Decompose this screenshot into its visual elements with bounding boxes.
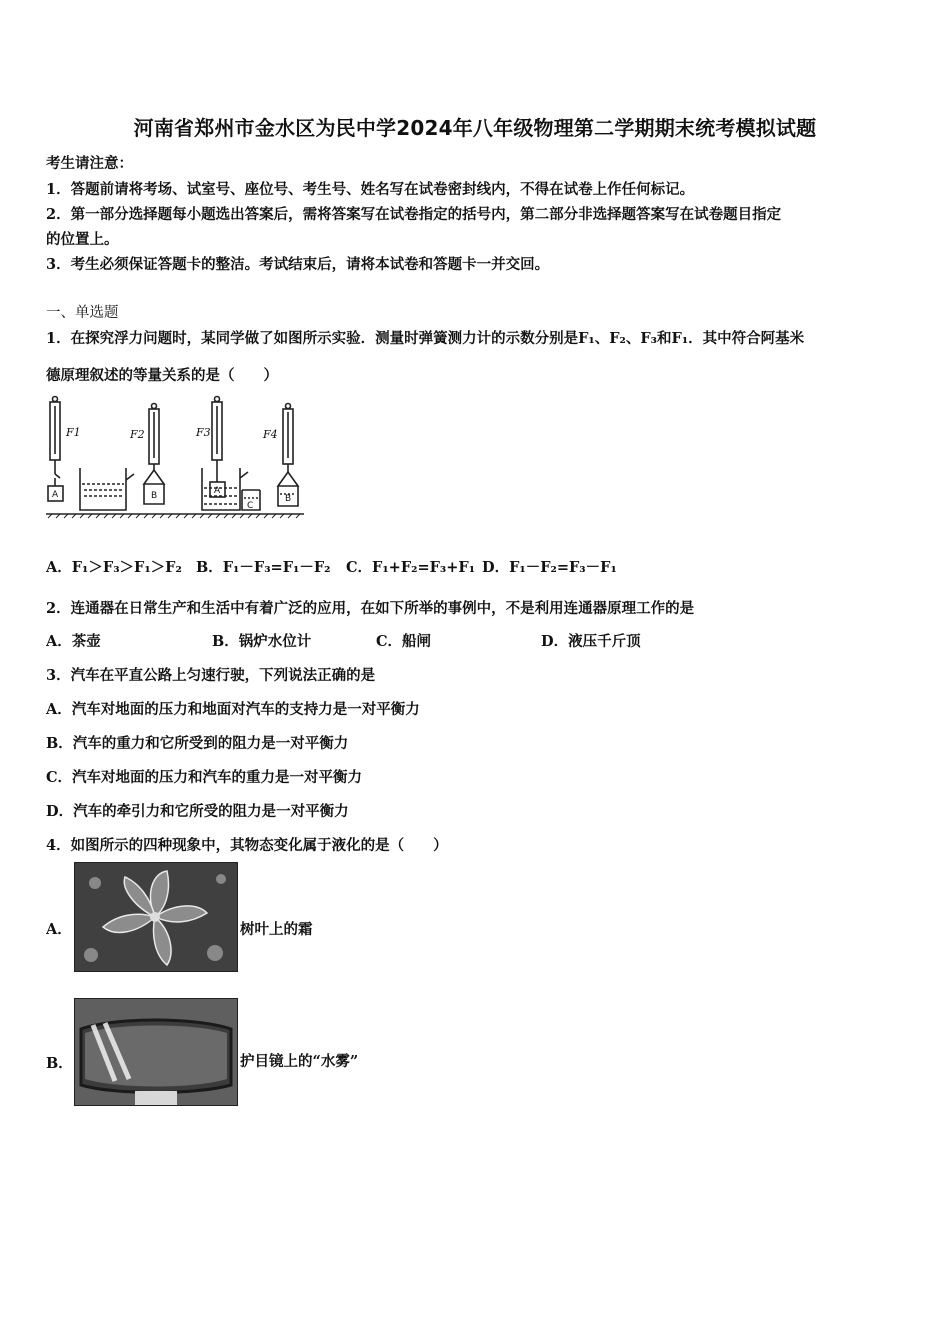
fig-label-f4: F4: [263, 428, 278, 441]
q1-option-a: A．F₁＞F₃＞F₁＞F₂: [46, 559, 182, 576]
fig-label-f1: F1: [66, 426, 81, 439]
q1-option-b: B．F₁－F₃=F₁－F₂: [196, 559, 331, 576]
fig-block-a2: A: [214, 486, 221, 496]
q4-option-a-letter: A．: [46, 921, 72, 938]
q2-stem: 2．连通器在日常生产和生活中有着广泛的应用，在如下所举的事例中，不是利用连通器原理工作的是: [46, 600, 695, 617]
section-heading: 一、单选题: [46, 305, 119, 321]
notice-item-1: 1．答题前请将考场、试室号、座位号、考生号、姓名写在试卷密封线内，不得在试卷上作任何标记。: [46, 181, 695, 198]
fig-label-f2: F2: [130, 428, 145, 441]
q4-stem: 4．如图所示的四种现象中，其物态变化属于液化的是（ ）: [46, 837, 448, 854]
q3-option-d: D．汽车的牵引力和它所受的阻力是一对平衡力: [46, 803, 349, 820]
fig-block-b1: B: [151, 491, 158, 501]
q2-option-c: C．船闸: [376, 633, 432, 650]
q2-option-d: D．液压千斤顶: [541, 633, 641, 650]
fig-block-a1: A: [52, 490, 59, 500]
fig-label-f3: F3: [196, 426, 211, 439]
q1-option-d: D．F₁－F₂=F₃－F₁: [482, 559, 617, 576]
notice-item-2-cont: 的位置上。: [46, 231, 119, 248]
q3-option-c: C．汽车对地面的压力和汽车的重力是一对平衡力: [46, 769, 363, 786]
q1-stem-line1: 1．在探究浮力问题时，某同学做了如图所示实验．测量时弹簧测力计的示数分别是F₁、F₂、F₃和F₁．其中符合阿基米: [46, 330, 805, 347]
q1-stem-line2: 德原理叙述的等量关系的是（ ）: [46, 367, 278, 384]
q2-option-b: B．锅炉水位计: [212, 633, 312, 650]
q1-option-c: C．F₁+F₂=F₃+F₁: [346, 559, 476, 576]
q4-option-a-label: 树叶上的霜: [240, 921, 313, 938]
q2-option-a: A．茶壶: [46, 633, 101, 650]
q4-option-b-label: 护目镜上的“水雾”: [240, 1053, 359, 1070]
q3-stem: 3．汽车在平直公路上匀速行驶，下列说法正确的是: [46, 667, 376, 684]
buoyancy-experiment-figure: [44, 392, 306, 524]
q3-option-a: A．汽车对地面的压力和地面对汽车的支持力是一对平衡力: [46, 701, 420, 718]
notice-heading: 考生请注意：: [46, 155, 133, 172]
page-title: 河南省郑州市金水区为民中学2024年八年级物理第二学期期末统考模拟试题: [133, 116, 817, 140]
fogged-goggles-photo: [74, 998, 238, 1106]
notice-item-3: 3．考生必须保证答题卡的整洁。考试结束后，请将本试卷和答题卡一并交回。: [46, 256, 550, 273]
q4-option-b-letter: B．: [46, 1055, 73, 1072]
fig-block-b2: B: [285, 494, 292, 504]
q3-option-b: B．汽车的重力和它所受到的阻力是一对平衡力: [46, 735, 349, 752]
frost-leaf-photo: [74, 862, 238, 972]
fig-block-c: C: [247, 501, 254, 511]
notice-item-2: 2．第一部分选择题每小题选出答案后，需将答案写在试卷指定的括号内，第二部分非选择题答案写在试卷题目指定: [46, 206, 782, 223]
